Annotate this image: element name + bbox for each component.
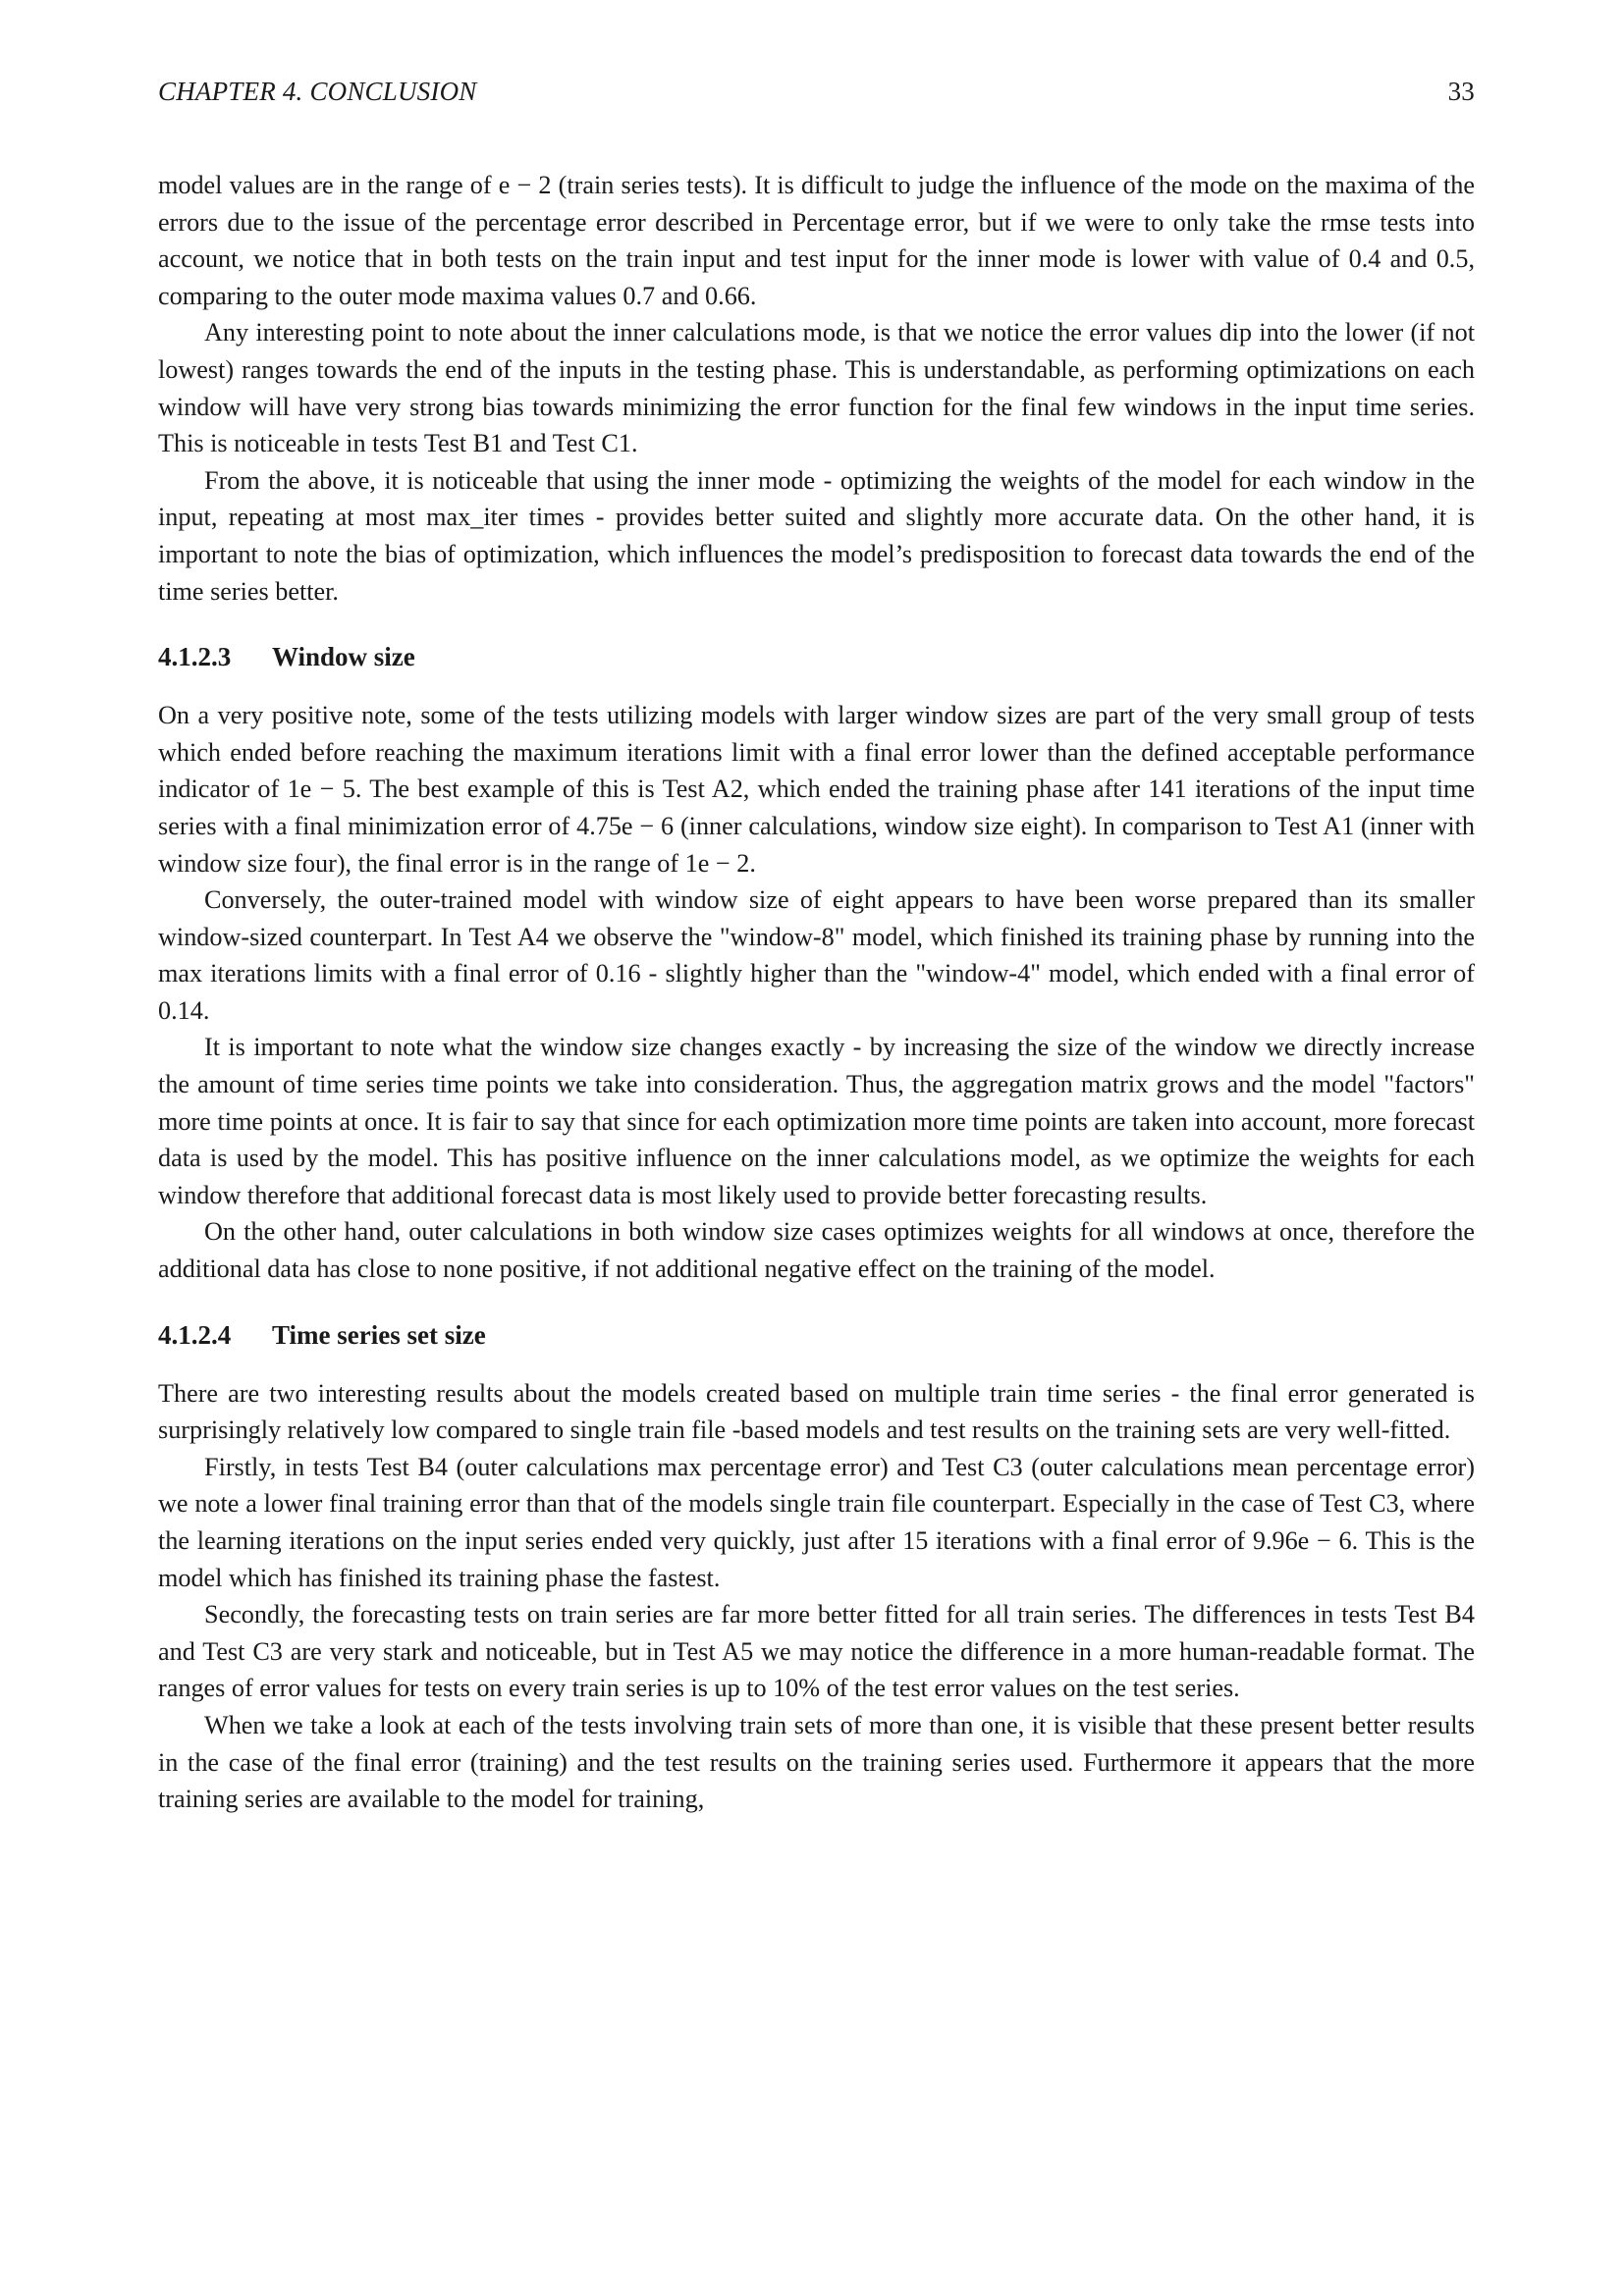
paragraph: When we take a look at each of the tests involving train sets of more than one, it is visible that these present better results in the case of the final error (training) and the test results on the training series used. Furthermore it appears that the more training series are available to the model for training,	[158, 1710, 1475, 1814]
document-page	[158, 77, 1475, 1818]
subsection-heading-window-size	[158, 639, 1475, 675]
running-header	[158, 77, 1475, 116]
subsection-number: 4.1.2.4	[158, 1319, 232, 1350]
intro-block	[158, 167, 1475, 610]
window-size-section	[158, 697, 1475, 1288]
paragraph: Any interesting point to note about the inner calculations mode, is that we notice the error values dip into the lower (if not lowest) ranges towards the end of the inputs in the testing phase. This is understandable, as performing optimizations on each window will have very strong bias towards minimizing the error function for the final few windows in the input time series. This is noticeable in tests Test B1 and Test C1.	[158, 318, 1475, 458]
paragraph: On the other hand, outer calculations in both window size cases optimizes weights for all windows at once, therefore the additional data has close to none positive, if not additional negative effect on the training of the model.	[158, 1217, 1475, 1284]
subsection-title: Window size	[272, 642, 415, 672]
chapter-title: CHAPTER 4. CONCLUSION	[158, 77, 477, 106]
subsection-heading-time-series-set-size	[158, 1317, 1475, 1354]
paragraph: From the above, it is noticeable that using the inner mode - optimizing the weights of the model for each window in the input, repeating at most max_iter times - provides better suited and slightly more accurate data. On the other hand, it is important to note the bias of optimization, which influences the model’s predisposition to forecast data towards the end of the time series better.	[158, 465, 1475, 606]
paragraph: Conversely, the outer-trained model with window size of eight appears to have been worse prepared than its smaller window-sized counterpart. In Test A4 we observe the "window-8" model, which finished its training phase by running into the max iterations limits with a final error of 0.16 - slightly higher than the "window-4" model, which ended with a final error of 0.14.	[158, 885, 1475, 1025]
subsection-number: 4.1.2.3	[158, 642, 232, 672]
paragraph: It is important to note what the window size changes exactly - by increasing the size of the window we directly increase the amount of time series time points we take into consideration. Thus, the aggregation matrix grows and the model "factors" more time points at once. It is fair to say that since for each optimization more time points are taken into account, more forecast data is used by the model. This has positive influence on the inner calculations model, as we optimize the weights for each window therefore that additional forecast data is most likely used to provide better forecasting results.	[158, 1033, 1475, 1209]
page-number: 33	[1447, 77, 1475, 106]
subsection-title: Time series set size	[272, 1319, 486, 1350]
paragraph: model values are in the range of e − 2 (train series tests). It is difficult to judge the influence of the mode on the maxima of the errors due to the issue of the percentage error described in Percentage error, but if we were to only take the rmse tests into account, we notice that in both tests on the train input and test input for the inner mode is lower with value of 0.4 and 0.5, comparing to the outer mode maxima values 0.7 and 0.66.	[158, 171, 1475, 310]
paragraph: There are two interesting results about the models created based on multiple train time series - the final error generated is surprisingly relatively low compared to single train file -based models and test results on the training sets are very well-fitted.	[158, 1378, 1475, 1445]
paragraph: Secondly, the forecasting tests on train series are far more better fitted for all train series. The differences in tests Test B4 and Test C3 are very stark and noticeable, but in Test A5 we may notice the difference in a more human-readable format. The ranges of error values for tests on every train series is up to 10% of the test error values on the test series.	[158, 1600, 1475, 1703]
paragraph: On a very positive note, some of the tests utilizing models with larger window sizes are part of the very small group of tests which ended before reaching the maximum iterations limit with a final error lower than the defined acceptable performance indicator of 1e − 5. The best example of this is Test A2, which ended the training phase after 141 iterations of the input time series with a final minimization error of 4.75e − 6 (inner calculations, window size eight). In comparison to Test A1 (inner with window size four), the final error is in the range of 1e − 2.	[158, 701, 1475, 878]
time-series-set-size-section	[158, 1375, 1475, 1818]
paragraph: Firstly, in tests Test B4 (outer calculations max percentage error) and Test C3 (outer calculations mean percentage error) we note a lower final training error than that of the models single train file counterpart. Especially in the case of Test C3, where the learning iterations on the input series ended very quickly, just after 15 iterations with a final error of 9.96e − 6. This is the model which has finished its training phase the fastest.	[158, 1452, 1475, 1592]
